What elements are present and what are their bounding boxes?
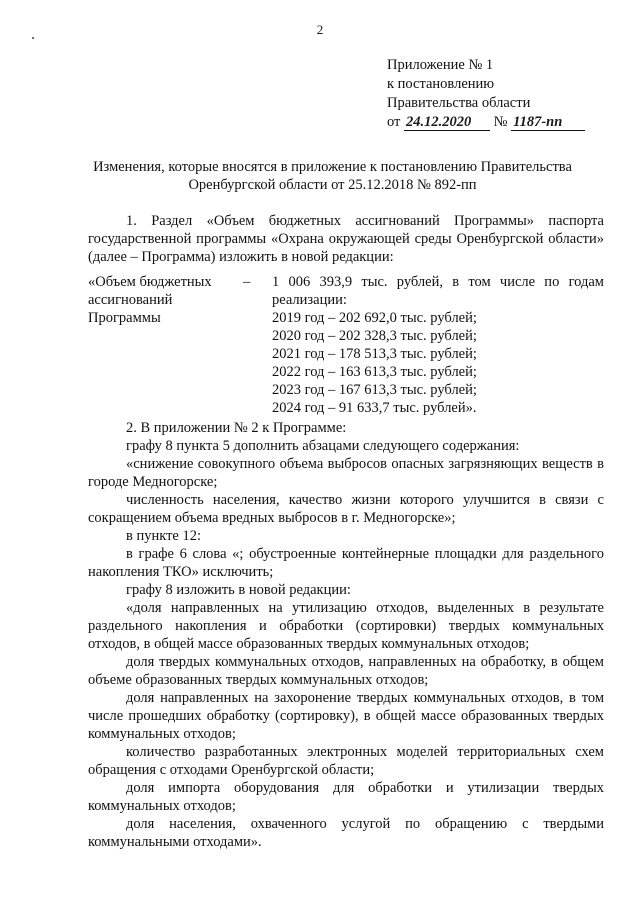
paragraph-1: 1. Раздел «Объем бюджетных ассигнований Программы» паспорта государственной программы «Охрана окружающей среды Оренбургской области» (далее – Программа) изложить в новой редакции:: [88, 213, 604, 265]
budget-year-2022: 2022 год – 163 613,3 тыс. рублей;: [272, 364, 477, 380]
number-label: №: [493, 114, 508, 130]
paragraph-10: доля твердых коммунальных отходов, направленных на обработку, в общем объеме образованных твердых коммунальных отходов;: [88, 654, 604, 688]
appendix-line-2: к постановлению: [387, 76, 495, 92]
paragraph-6: в пункте 12:: [126, 528, 202, 544]
budget-year-2023: 2023 год – 167 613,3 тыс. рублей;: [272, 382, 477, 398]
budget-label-1: «Объем бюджетных: [88, 274, 212, 290]
page-number: 2: [316, 22, 324, 37]
appendix-date-number: [387, 113, 585, 132]
handwritten-number: 1187-пп: [511, 115, 585, 131]
budget-year-2020: 2020 год – 202 328,3 тыс. рублей;: [272, 328, 477, 344]
appendix-line-1: Приложение № 1: [387, 57, 494, 73]
paragraph-2: 2. В приложении № 2 к Программе:: [126, 420, 347, 436]
budget-year-2021: 2021 год – 178 513,3 тыс. рублей;: [272, 346, 477, 362]
paragraph-13: доля импорта оборудования для обработки и утилизации твердых коммунальных отходов;: [88, 780, 604, 814]
budget-total: 1 006 393,9 тыс. рублей, в том числе по годам: [272, 274, 604, 290]
handwritten-date: 24.12.2020: [404, 115, 490, 131]
paragraph-14: доля населения, охваченного услугой по обращению с твердыми коммунальными отходами».: [88, 816, 604, 850]
budget-label-2: ассигнований: [88, 292, 173, 308]
title-line-2: Оренбургской области от 25.12.2018 № 892-пп: [188, 177, 477, 193]
budget-label-3: Программы: [88, 310, 161, 326]
budget-year-2019: 2019 год – 202 692,0 тыс. рублей;: [272, 310, 477, 326]
paragraph-4: «снижение совокупного объема выбросов опасных загрязняющих веществ в городе Медногорске;: [88, 456, 604, 490]
budget-total-2: реализации:: [272, 292, 347, 308]
paragraph-5: численность населения, качество жизни которого улучшится в связи с сокращением объема вредных выбросов в г. Медногорске»;: [88, 492, 604, 526]
title-line-1: Изменения, которые вносятся в приложение к постановлению Правительства: [93, 159, 572, 175]
paragraph-7: в графе 6 слова «; обустроенные контейнерные площадки для раздельного накопления ТКО» исключить;: [88, 546, 604, 580]
budget-dash: –: [243, 274, 251, 290]
paragraph-3: графу 8 пункта 5 дополнить абзацами следующего содержания:: [126, 438, 520, 454]
appendix-header: [387, 56, 585, 132]
from-label: от: [387, 114, 401, 130]
document-title: [60, 158, 605, 194]
paragraph-8: графу 8 изложить в новой редакции:: [126, 582, 351, 598]
paragraph-9: «доля направленных на утилизацию отходов, выделенных в результате раздельного накопления и обработки (сортировки) твердых коммунальных отходов, в общей массе образованных твердых коммунальных отходов;: [88, 600, 604, 652]
paragraph-12: количество разработанных электронных моделей территориальных схем обращения с отходами Оренбургской области;: [88, 744, 604, 778]
paragraph-11: доля направленных на захоронение твердых коммунальных отходов, в том числе прошедших обработку (сортировку), в общей массе образованных твердых коммунальных отходов;: [88, 690, 604, 742]
budget-year-2024: 2024 год – 91 633,7 тыс. рублей».: [272, 400, 477, 416]
appendix-line-3: Правительства области: [387, 95, 531, 111]
